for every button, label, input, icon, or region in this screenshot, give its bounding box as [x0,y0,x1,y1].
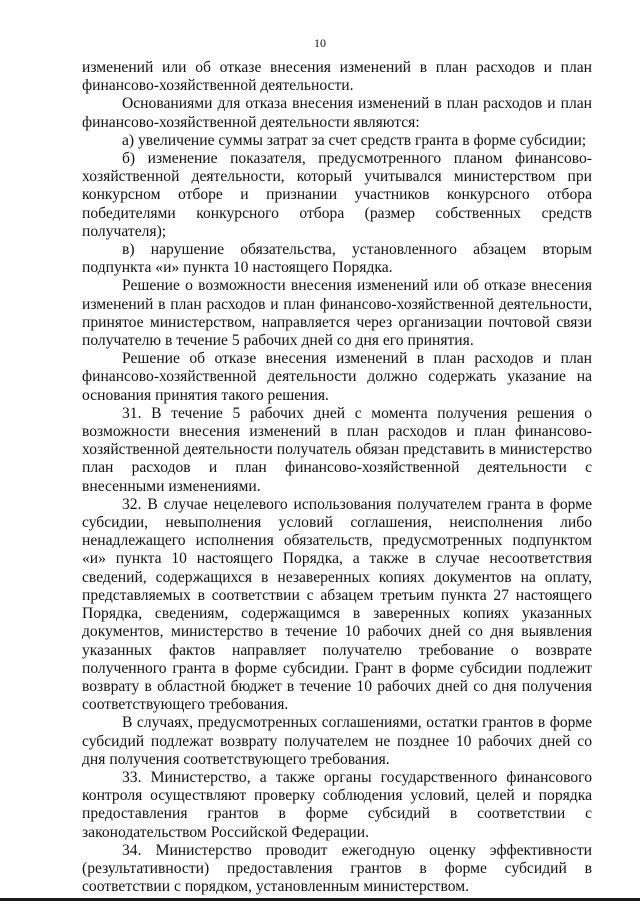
paragraph-clause-31: 31. В течение 5 рабочих дней с момента получения решения о возможности внесения изменений в план расходов и план финансово-хозяйственной деятельности получатель обязан представить в министерство план расходов и план финансово-хозяйственной деятельности с внесенными изменениями. [82,404,592,495]
paragraph-decision-sent: Решение о возможности внесения изменений или об отказе внесения изменений в план расходов и план финансово-хозяйственной деятельности, принятое министерством, направляется через организации почтовой связи получателю в течение 5 рабочих дней со дня его принятия. [82,277,592,350]
paragraph-continuation: изменений или об отказе внесения изменений в план расходов и план финансово-хозяйственной деятельности. [82,59,592,95]
paragraph-refusal-grounds: Основаниями для отказа внесения изменений в план расходов и план финансово-хозяйственной деятельности являются: [82,95,592,131]
list-item-v: в) нарушение обязательства, установленного абзацем вторым подпункта «и» пункта 10 настоящего Порядка. [82,241,592,277]
document-body [82,59,592,896]
scan-bottom-edge [0,898,640,901]
list-item-a: а) увеличение суммы затрат за счет средств гранта в форме субсидии; [122,131,587,149]
paragraph-refusal-content: Решение об отказе внесения изменений в план расходов и план финансово-хозяйственной деятельности должно содержать указание на основания принятия такого решения. [82,350,592,404]
paragraph-clause-34: 34. Министерство проводит ежегодную оценку эффективности (результативности) предоставления грантов в форме субсидий в соответствии с порядком, установленным министерством. [82,841,592,896]
paragraph-grant-remainders: В случаях, предусмотренных соглашениями, остатки грантов в форме субсидий подлежат возврату получателем не позднее 10 рабочих дней со дня получения соответствующего требования. [82,714,592,768]
page-number: 10 [314,36,326,50]
list-item-b: б) изменение показателя, предусмотренного планом финансово-хозяйственной деятельности, который учитывался министерством при конкурсном отборе и признании участников конкурсного отбора победителями конкурсного отбора (размер собственных средств получателя); [82,150,592,240]
paragraph-clause-32: 32. В случае нецелевого использования получателем гранта в форме субсидии, невыполнения условий соглашения, неисполнения либо ненадлежащего исполнения обязательств, предусмотренных подпунктом «и» пункта 10 настоящего Порядка, а также в случае несоответствия сведений, содержащихся в незаверенных копиях документов на оплату, представляемых в соответствии с абзацем третьим пункта 27 настоящего Порядка, сведениям, содержащимся в заверенных копиях указанных документов, министерство в течение 10 рабочих дней со дня выявления указанных фактов направляет получателю требование о возврате полученного гранта в форме субсидии. Грант в форме субсидии подлежит возврату в областной бюджет в течение 10 рабочих дней со дня получения соответствующего требования. [82,495,592,714]
paragraph-clause-33: 33. Министерство, а также органы государственного финансового контроля осуществляют проверку соблюдения условий, целей и порядка предоставления грантов в форме субсидий в соответствии с законодательством Российской Федерации. [82,768,592,841]
